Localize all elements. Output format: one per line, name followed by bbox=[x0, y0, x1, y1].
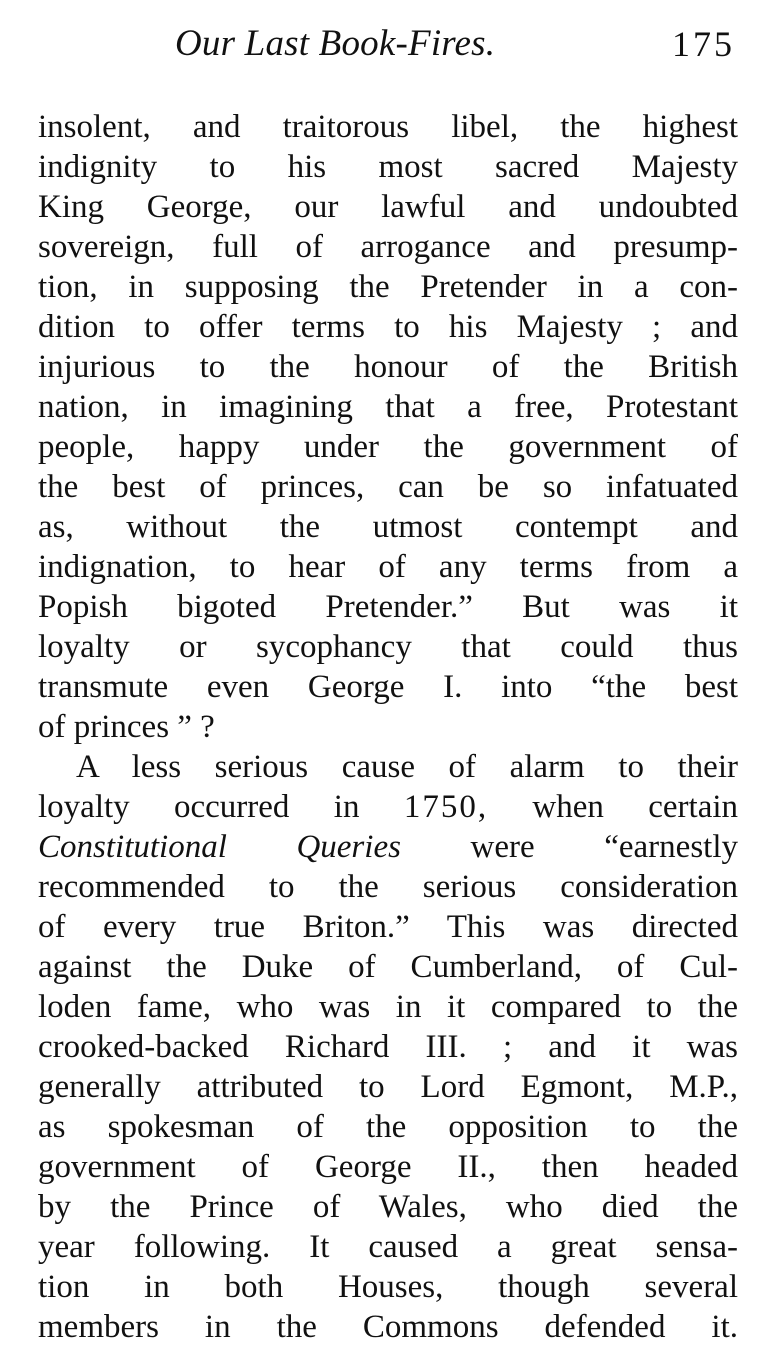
text-line: as spokesman of the opposition to the bbox=[38, 1109, 738, 1145]
text-line: tion in both Houses, though several bbox=[38, 1269, 738, 1305]
line-segment: when certain bbox=[532, 789, 738, 825]
text-line: transmute even George I. into “the best bbox=[38, 669, 738, 705]
text-line: Popish bigoted Pretender.” But was it bbox=[38, 589, 738, 625]
text-line: crooked-backed Richard III. ; and it was bbox=[38, 1029, 738, 1065]
text-line: loden fame, who was in it compared to the bbox=[38, 989, 738, 1025]
running-title: Our Last Book-Fires. bbox=[175, 23, 496, 64]
text-line: nation, in imagining that a free, Protestant bbox=[38, 389, 738, 425]
text-line: by the Prince of Wales, who died the bbox=[38, 1189, 738, 1225]
line-segment: loyalty occurred in bbox=[38, 789, 360, 825]
paragraph-first-line: A less serious cause of alarm to their bbox=[76, 749, 738, 785]
text-line: of every true Briton.” This was directed bbox=[38, 909, 738, 945]
text-line: indignation, to hear of any terms from a bbox=[38, 549, 738, 585]
text-line: government of George II., then headed bbox=[38, 1149, 738, 1185]
page-number: 175 bbox=[672, 24, 735, 64]
text-line: dition to offer terms to his Majesty ; and bbox=[38, 309, 738, 345]
text-line: the best of princes, can be so infatuated bbox=[38, 469, 738, 505]
text-line: as, without the utmost contempt and bbox=[38, 509, 738, 545]
text-line: of princes ” ? bbox=[38, 709, 215, 745]
text-line: injurious to the honour of the British bbox=[38, 349, 738, 385]
text-line: loyalty or sycophancy that could thus bbox=[38, 629, 738, 665]
text-line: recommended to the serious consideration bbox=[38, 869, 738, 905]
text-line: tion, in supposing the Pretender in a con- bbox=[38, 269, 738, 305]
running-head bbox=[175, 14, 735, 74]
text-line: generally attributed to Lord Egmont, M.P., bbox=[38, 1069, 738, 1105]
text-line: insolent, and traitorous libel, the highest bbox=[38, 109, 738, 145]
year-text: 1750, bbox=[403, 789, 489, 825]
text-line: year following. It caused a great sensa- bbox=[38, 1229, 738, 1265]
text-line: members in the Commons defended it. bbox=[38, 1309, 738, 1345]
text-line: indignity to his most sacred Majesty bbox=[38, 149, 738, 185]
text-line: sovereign, full of arrogance and presump- bbox=[38, 229, 738, 265]
italic-title: Constitutional Queries bbox=[38, 829, 401, 865]
text-line bbox=[38, 827, 738, 867]
text-line: King George, our lawful and undoubted bbox=[38, 189, 738, 225]
body-text bbox=[38, 107, 738, 1347]
text-line: against the Duke of Cumberland, of Cul- bbox=[38, 949, 738, 985]
text-line: people, happy under the government of bbox=[38, 429, 738, 465]
line-segment: were “earnestly bbox=[470, 829, 738, 865]
text-line bbox=[38, 787, 738, 827]
